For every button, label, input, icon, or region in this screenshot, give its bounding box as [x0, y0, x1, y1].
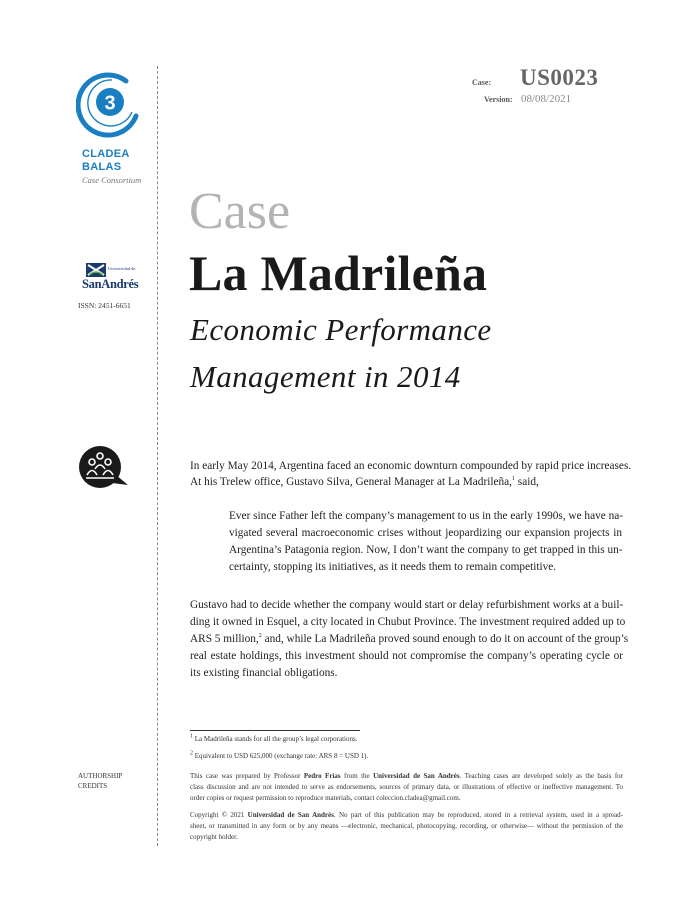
- subtitle-line2: Management in 2014: [190, 359, 461, 394]
- footnote-ref-2[interactable]: 2: [258, 633, 262, 640]
- svg-text:3: 3: [104, 92, 116, 115]
- version-label: Version:: [484, 95, 513, 104]
- copyright-line: Copyright © 2021 Universidad de San Andrés. No part of this publication may be reproduced, stored in a retrieval system, used in a spread-: [190, 811, 623, 819]
- title-kicker: Case: [189, 183, 291, 240]
- case-label: Case:: [472, 78, 492, 87]
- quote-line: vigated several macroeconomic crises without jeopardizing our expansion projects in: [229, 527, 622, 539]
- copyright-line: copyright holder.: [190, 833, 238, 841]
- consortium-tagline: Case Consortium: [82, 175, 142, 185]
- footnote-1: $^1$ La Madrileña stands for all the group’s legal corporations.: [190, 733, 358, 743]
- sidebar-divider: [157, 66, 158, 846]
- body-line: Gustavo had to decide whether the company would start or delay refurbishment works at a buil-: [190, 599, 624, 611]
- body-line: its existing financial obligations.: [190, 667, 338, 679]
- university-name: SanAndrés: [82, 277, 139, 291]
- credits-line: This case was prepared by Professor Pedro Frías from the Universidad de San Andrés. Teaching cases are developed solely as the basis for: [190, 772, 623, 780]
- credits-line: class discussion and are not intended to serve as endorsements, sources of primary data, or illustrations of effective or ineffective management. To: [190, 783, 623, 791]
- body-line: At his Trelew office, Gustavo Silva, General Manager at La Madrileña,$^1$ said,: [190, 476, 539, 488]
- university-logo: [86, 263, 106, 277]
- body-line: In early May 2014, Argentina faced an economic downturn compounded by rapid price increases.: [190, 460, 632, 472]
- cladea-logo: [76, 66, 144, 146]
- case-id: US0023: [520, 65, 599, 90]
- issn: ISSN: 2451-6651: [78, 301, 131, 310]
- page-title: La Madrileña: [189, 245, 488, 301]
- consortium-line2: BALAS: [82, 161, 122, 173]
- university-small-label: Universidad de: [108, 266, 136, 271]
- quote-line: certainty, stopping its initiatives, as it needs them to remain competitive.: [229, 561, 557, 573]
- version-date: 08/08/2021: [521, 93, 572, 105]
- quote-line: Ever since Father left the company’s management to us in the early 1990s, we have na-: [229, 510, 624, 522]
- authorship-label-line2: CREDITS: [78, 782, 108, 790]
- people-network-badge: [78, 445, 132, 489]
- body-line: real estate holdings, this investment should not compromise the company’s operating cycle or: [190, 650, 623, 662]
- credits-line: order copies or request permission to reproduce materials, contact coleccion.cladea@gmail.com.: [190, 794, 461, 802]
- body-line: ding it owned in Esquel, a city located in Chubut Province. The investment required added up to: [190, 616, 626, 628]
- footnote-ref-1[interactable]: 1: [511, 476, 515, 483]
- subtitle-line1: Economic Performance: [190, 312, 492, 347]
- copyright-line: sheet, or transmitted in any form or by any means —electronic, mechanical, photocopying, recording, or otherwise— without the permission of the: [190, 822, 623, 830]
- authorship-label-line1: AUTHORSHIP: [78, 772, 123, 780]
- body-line: ARS 5 million,$^2$ and, while La Madrileña proved sound enough to do it on account of the group’s: [190, 633, 629, 645]
- footnote-2: $^2$ Equivalent to USD 625,000 (exchange rate: ARS 8 = USD 1).: [190, 750, 369, 760]
- footnote-rule: [190, 730, 360, 731]
- consortium-line1: CLADEA: [82, 148, 130, 160]
- quote-line: Argentina’s Patagonia region. Now, I don’t want the company to get trapped in this un-: [229, 544, 623, 556]
